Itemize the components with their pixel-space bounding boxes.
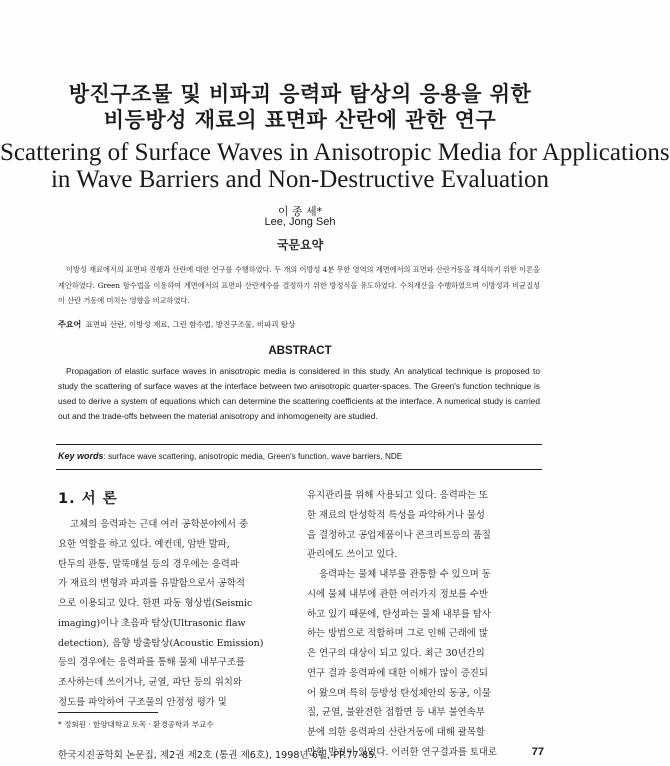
english-title-line-2: in Wave Barriers and Non-Destructive Evaluation (50, 166, 550, 193)
left-line: 가 재료의 변형과 파괴를 유발함으로서 공학적 (58, 578, 245, 590)
page-number: 77 (531, 746, 544, 758)
right-line: 연구 결과 응력파에 대한 이해가 많이 증진되 (307, 667, 488, 679)
footnote: * 정회원 · 한양대학교 토목 · 환경공학과 부교수 (58, 720, 214, 729)
footnote-rule (58, 712, 158, 713)
right-line: 분에 의한 응력파의 산란거동에 대해 괄목할 (307, 727, 485, 738)
right-line: 유지관리를 위해 사용되고 있다. 응력파는 또 (307, 490, 488, 501)
left-line: imaging)이나 초음파 탐상(Ultrasonic flaw (58, 617, 246, 629)
right-line: 만한 발전이 있었다. 이러한 연구결과를 토대로 (307, 746, 497, 758)
left-line: 으로 이용되고 있다. 한편 파동 형상법(Seismic (58, 598, 253, 609)
keywords-top-rule (56, 444, 542, 445)
left-line: 고체의 응력파는 근대 여러 공학분야에서 중 (70, 519, 248, 530)
right-column-text (307, 486, 541, 763)
right-line: 을 결정하고 공업제품이나 콘크리트등의 품질 (307, 529, 491, 541)
right-line: 시에 물체 내부에 관한 여러가지 정보를 수반 (307, 588, 488, 600)
english-keywords (58, 451, 402, 461)
korean-abstract-heading: 국문요약 (276, 238, 324, 252)
right-line: 한 재료의 탄성학적 특성을 파악하거나 물성 (307, 509, 485, 521)
right-line: 하는 방법으로 적합하며 그로 인해 근래에 많 (307, 628, 488, 640)
left-line: 정도를 파악하여 구조물의 안정성 평가 및 (58, 696, 227, 708)
author-korean: 이 종 세* (277, 205, 323, 218)
left-line: 등의 경우에는 응력파를 통해 물체 내부구조를 (58, 657, 245, 669)
left-column-text (58, 515, 290, 713)
right-line: 하고 있기 때문에, 탄성파는 물체 내부를 탐사 (307, 608, 491, 620)
korean-keywords-label: 주요어 (58, 320, 82, 329)
journal-citation: 한국지진공학회 논문집, 제2권 제2호 (통권 제6호), 1998년 6월, PP.77-85. (58, 750, 378, 761)
korean-abstract-text: 이방성 재료에서의 표면파 진행과 산란에 대한 연구를 수행하였다. 두 개의 이방성 4분 무한 영역의 계면에서의 표면파 산란거동을 해석하기 위한 이론을 제안하였다. Green 함수법을 이용하여 계면에서의 표면파 산란계수를 결정하기 위한 방정식을 유도하였다. 수치계산을 수행하였으며 이방성과 비균질성이 산란 거동에 미치는 영향을 비교하였다. (58, 265, 540, 305)
korean-title-line-2: 비등방성 재료의 표면파 산란에 관한 연구 (103, 108, 497, 132)
author-english: Lee, Jong Seh (264, 216, 336, 228)
korean-keywords (58, 319, 540, 330)
right-line: 질, 균열, 불완전한 접합면 등 내부 불연속부 (307, 707, 485, 719)
right-line: 관리에도 쓰이고 있다. (307, 549, 398, 561)
left-line: 요한 역할을 하고 있다. 예컨데, 암반 발파, (58, 538, 230, 550)
right-line: 어 왔으며 특히 등방성 탄성체안의 동공, 이물 (307, 687, 491, 699)
english-keywords-label: Key words (58, 451, 104, 461)
english-keywords-list: : surface wave scattering, anisotropic media, Green's function, wave barriers, NDE (103, 452, 403, 461)
left-line: 조사하는데 쓰이거나, 균열, 파단 등의 위치와 (58, 677, 242, 688)
english-abstract-heading: ABSTRACT (268, 345, 332, 357)
korean-title-line-1: 방진구조물 및 비파괴 응력파 탐상의 응용을 위한 (68, 82, 532, 106)
english-abstract-text: Propagation of elastic surface waves in anisotropic media is considered in this study. An analytical technique is proposed to study the scattering of surface waves at the interface between two anisotropic quarter-spaces. The Green's function technique is used to derive a system of equations which can determine the scattering coefficients at the interface. A numerical study is carried out and the trade-offs between the material anisotropy and inhomogeneity are studied. (58, 366, 540, 421)
korean-keywords-list: 표면파 산란, 이방성 재료, 그린 함수법, 방진구조물, 비파괴 탐상 (85, 320, 296, 329)
left-line: detection), 음향 방출탐상(Acoustic Emission) (58, 637, 264, 649)
keywords-bottom-rule (56, 469, 542, 470)
english-title-line-1: Scattering of Surface Waves in Anisotropic Media for Applications (0, 139, 670, 166)
section-1-heading: 1. 서 론 (58, 491, 118, 507)
right-line: 은 연구의 대상이 되고 있다. 최근 30년간의 (307, 648, 485, 659)
left-line: 탄두의 관통, 말뚝매설 등의 경우에는 응력파 (58, 558, 239, 570)
right-line: 응력파는 물체 내부를 관통할 수 있으며 동 (319, 569, 491, 580)
